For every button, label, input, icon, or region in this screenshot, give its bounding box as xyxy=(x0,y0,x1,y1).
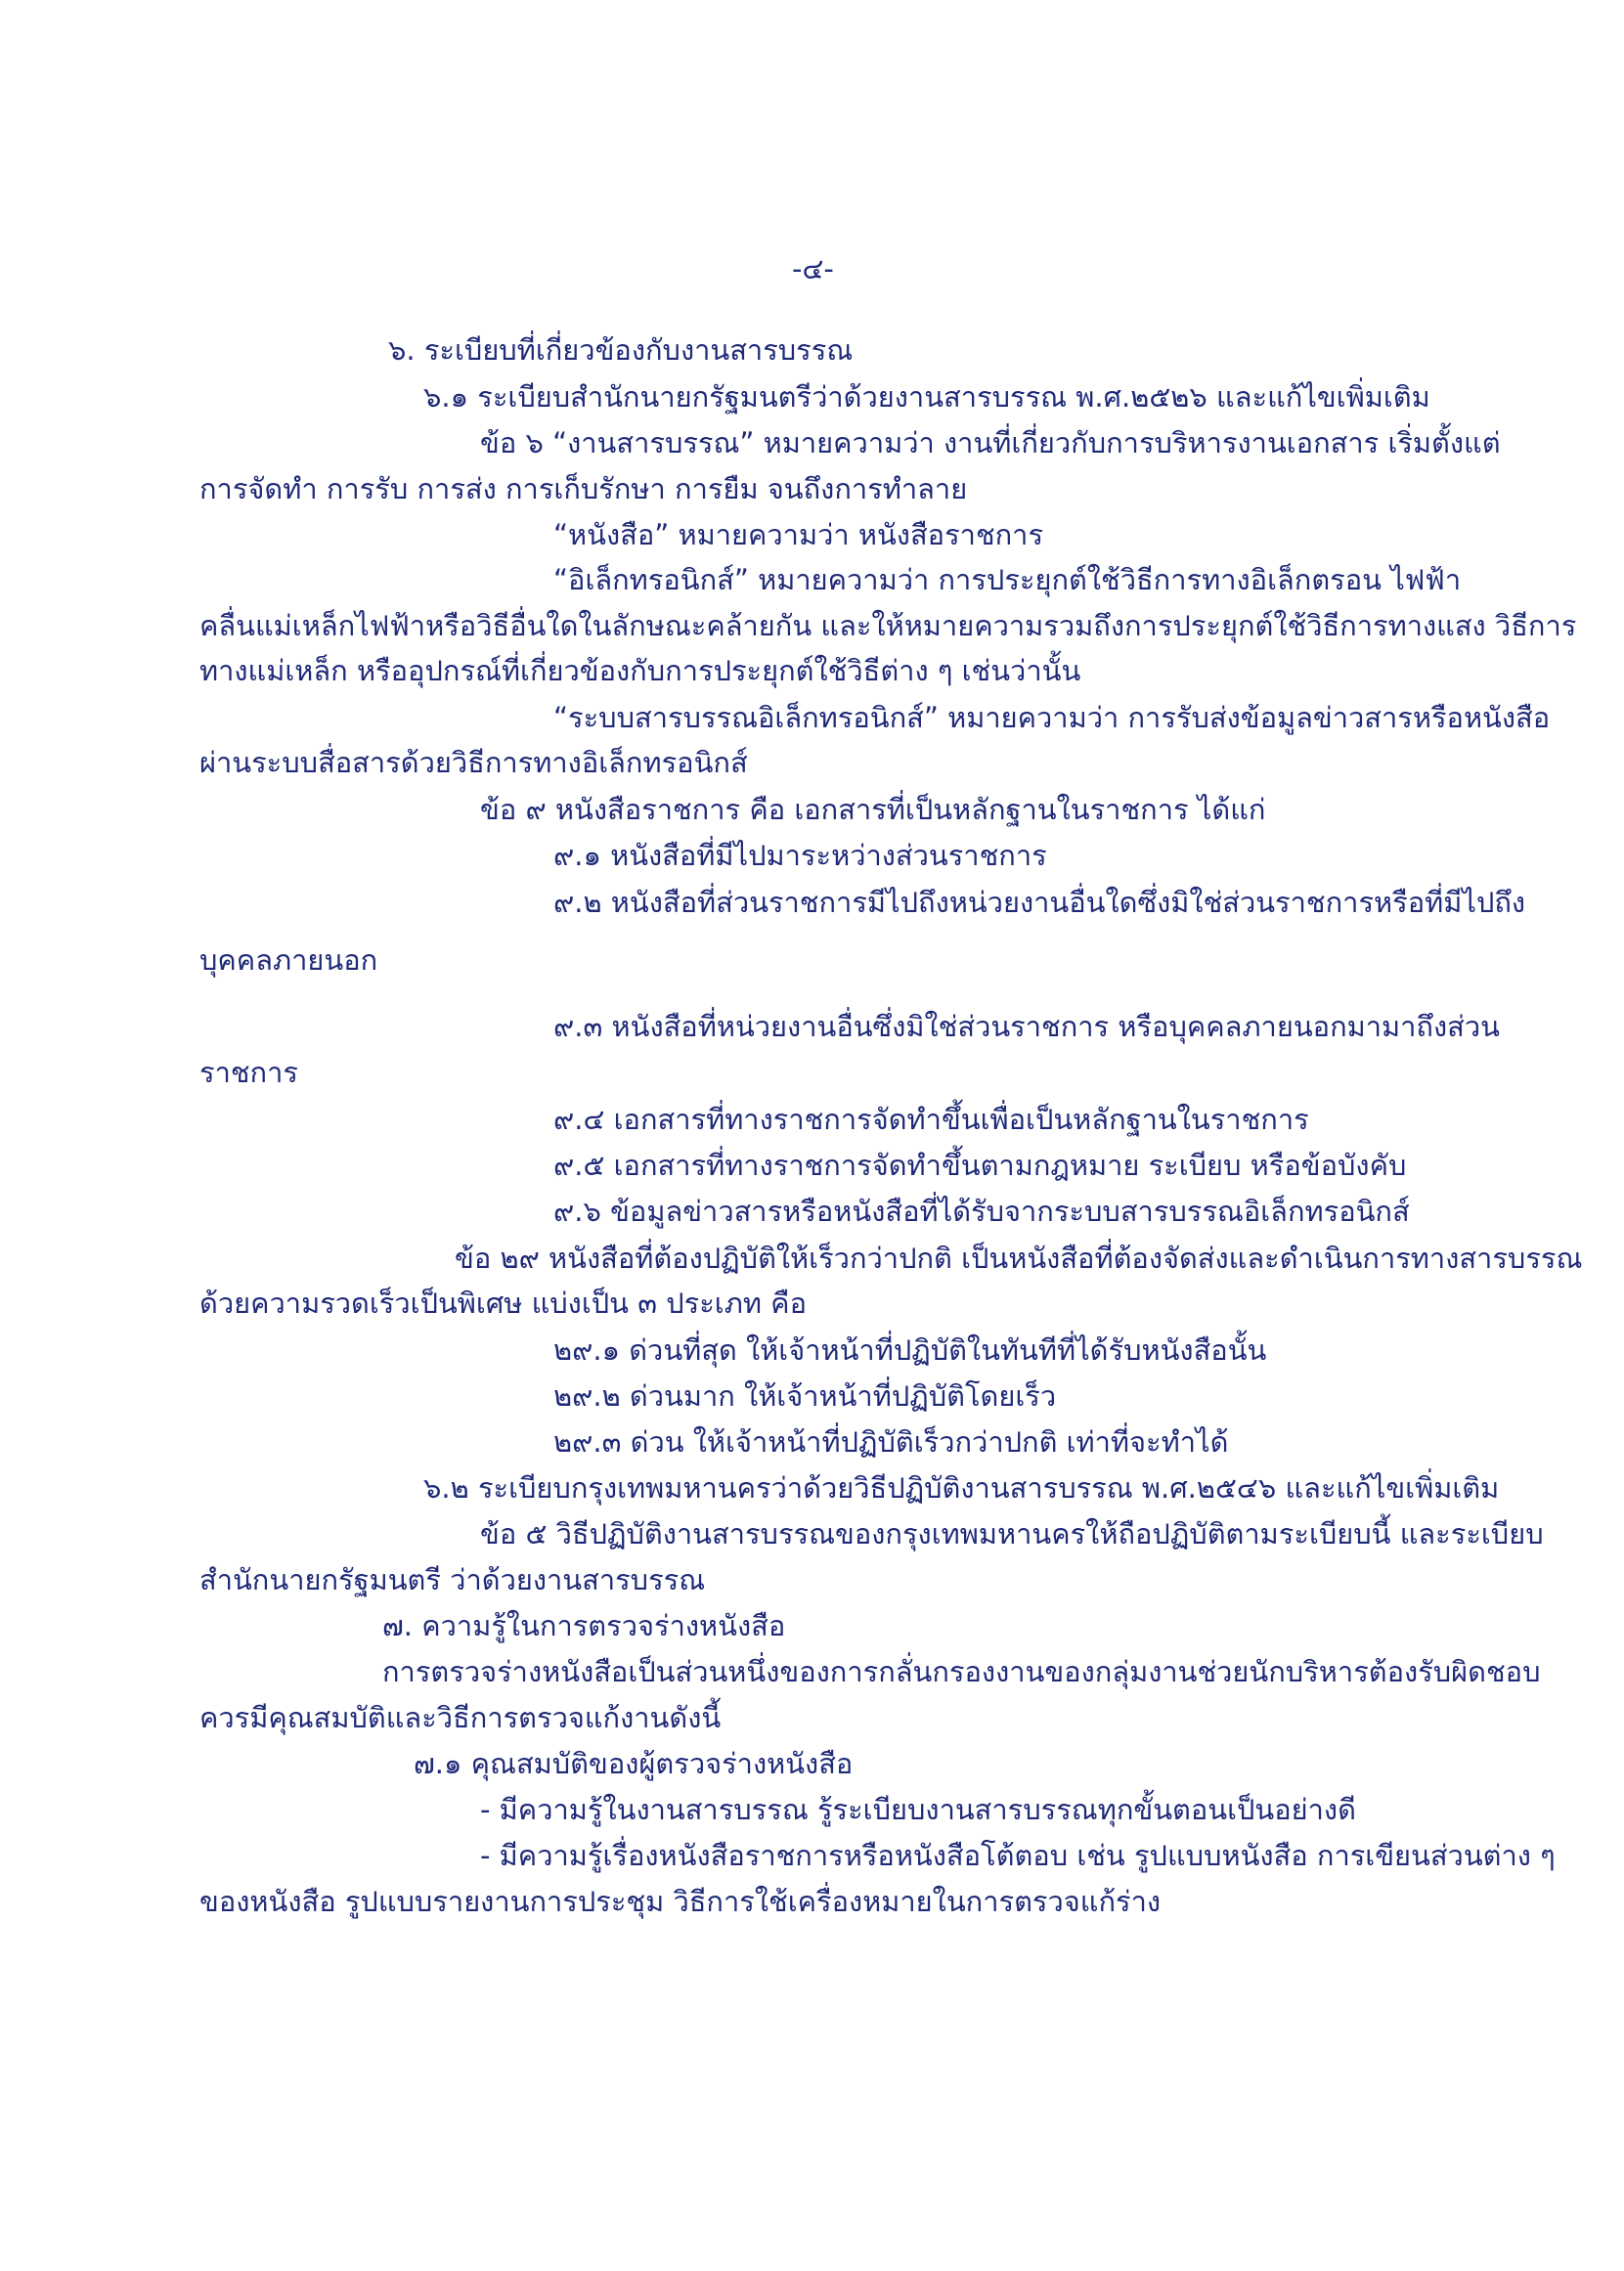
article-6-text: ข้อ ๖ “งานสารบรรณ” หมายความว่า งานที่เกี่ยวกับการบริหารงานเอกสาร เริ่มตั้งแต่ xyxy=(480,426,1501,459)
section-7-heading: ๗. ความรู้ในการตรวจร่างหนังสือ xyxy=(382,1609,786,1642)
section-7-1-heading: ๗.๑ คุณสมบัติของผู้ตรวจร่างหนังสือ xyxy=(414,1747,854,1780)
item-9-3: ๙.๓ หนังสือที่หน่วยงานอื่นซึ่งมิใช่ส่วนราชการ หรือบุคคลภายนอกมามาถึงส่วน xyxy=(553,1010,1500,1043)
item-9-5: ๙.๕ เอกสารที่ทางราชการจัดทำขึ้นตามกฎหมาย ระเบียบ หรือข้อบังคับ xyxy=(553,1149,1407,1182)
qualification-bullet-1: - มีความรู้ในงานสารบรรณ รู้ระเบียบงานสารบรรณทุกขั้นตอนเป็นอย่างดี xyxy=(480,1793,1356,1826)
item-9-1: ๙.๑ หนังสือที่มีไปมาระหว่างส่วนราชการ xyxy=(553,839,1047,872)
article-5-continuation: สำนักนายกรัฐมนตรี ว่าด้วยงานสารบรรณ xyxy=(199,1563,706,1596)
item-29-1: ๒๙.๑ ด่วนที่สุด ให้เจ้าหน้าที่ปฏิบัติในทันทีที่ได้รับหนังสือนั้น xyxy=(553,1333,1267,1367)
definition-electronic-continuation-2: ทางแม่เหล็ก หรืออุปกรณ์ที่เกี่ยวข้องกับการประยุกต์ใช้วิธีต่าง ๆ เช่นว่านั้น xyxy=(199,654,1081,687)
section-7-paragraph-continuation: ควรมีคุณสมบัติและวิธีการตรวจแก้งานดังนี้ xyxy=(199,1701,722,1734)
section-6-heading: ๖. ระเบียบที่เกี่ยวข้องกับงานสารบรรณ xyxy=(388,333,854,367)
article-29-continuation: ด้วยความรวดเร็วเป็นพิเศษ แบ่งเป็น ๓ ประเภท คือ xyxy=(199,1287,807,1320)
definition-electronic: “อิเล็กทรอนิกส์” หมายความว่า การประยุกต์ใช้วิธีการทางอิเล็กตรอน ไฟฟ้า xyxy=(553,563,1462,596)
definition-electronic-continuation: คลื่นแม่เหล็กไฟฟ้าหรือวิธีอื่นใดในลักษณะคล้ายกัน และให้หมายความรวมถึงการประยุกต์ใช้วิธีการทางแสง วิธีการ xyxy=(199,609,1577,642)
section-6-2-heading: ๖.๒ ระเบียบกรุงเทพมหานครว่าด้วยวิธีปฏิบัติงานสารบรรณ พ.ศ.๒๕๔๖ และแก้ไขเพิ่มเติม xyxy=(423,1471,1500,1505)
definition-document: “หนังสือ” หมายความว่า หนังสือราชการ xyxy=(553,518,1044,551)
section-7-paragraph: การตรวจร่างหนังสือเป็นส่วนหนึ่งของการกลั่นกรองงานของกลุ่มงานช่วยนักบริหารต้องรับผิดชอบ xyxy=(382,1655,1541,1688)
item-9-2: ๙.๒ หนังสือที่ส่วนราชการมีไปถึงหน่วยงานอื่นใดซึ่งมิใช่ส่วนราชการหรือที่มีไปถึง xyxy=(553,886,1526,919)
definition-electronic-system: “ระบบสารบรรณอิเล็กทรอนิกส์” หมายความว่า การรับส่งข้อมูลข่าวสารหรือหนังสือ xyxy=(553,701,1551,734)
item-9-6: ๙.๖ ข้อมูลข่าวสารหรือหนังสือที่ได้รับจากระบบสารบรรณอิเล็กทรอนิกส์ xyxy=(553,1195,1410,1228)
item-29-2: ๒๙.๒ ด่วนมาก ให้เจ้าหน้าที่ปฏิบัติโดยเร็ว xyxy=(553,1379,1057,1413)
section-6-1-heading: ๖.๑ ระเบียบสำนักนายกรัฐมนตรีว่าด้วยงานสารบรรณ พ.ศ.๒๕๒๖ และแก้ไขเพิ่มเติม xyxy=(423,380,1430,414)
definition-electronic-system-continuation: ผ่านระบบสื่อสารด้วยวิธีการทางอิเล็กทรอนิกส์ xyxy=(199,746,748,779)
item-9-3-continuation: ราชการ xyxy=(199,1056,298,1089)
item-9-4: ๙.๔ เอกสารที่ทางราชการจัดทำขึ้นเพื่อเป็นหลักฐานในราชการ xyxy=(553,1103,1309,1136)
article-5-text: ข้อ ๕ วิธีปฏิบัติงานสารบรรณของกรุงเทพมหานครให้ถือปฏิบัติตามระเบียบนี้ และระเบียบ xyxy=(480,1517,1544,1550)
qualification-bullet-2-continuation: ของหนังสือ รูปแบบรายงานการประชุม วิธีการใช้เครื่องหมายในการตรวจแก้ร่าง xyxy=(199,1885,1162,1918)
article-9-text: ข้อ ๙ หนังสือราชการ คือ เอกสารที่เป็นหลักฐานในราชการ ได้แก่ xyxy=(480,793,1266,826)
page-number: -๔- xyxy=(792,252,834,285)
item-9-2-continuation: บุคคลภายนอก xyxy=(199,943,378,977)
qualification-bullet-2: - มีความรู้เรื่องหนังสือราชการหรือหนังสือโต้ตอบ เช่น รูปแบบหนังสือ การเขียนส่วนต่าง ๆ xyxy=(480,1839,1556,1872)
article-6-continuation: การจัดทำ การรับ การส่ง การเก็บรักษา การยืม จนถึงการทำลาย xyxy=(199,472,968,505)
article-29-text: ข้อ ๒๙ หนังสือที่ต้องปฏิบัติให้เร็วกว่าปกติ เป็นหนังสือที่ต้องจัดส่งและดำเนินการทางสารบรรณ xyxy=(455,1242,1583,1275)
item-29-3: ๒๙.๓ ด่วน ให้เจ้าหน้าที่ปฏิบัติเร็วกว่าปกติ เท่าที่จะทำได้ xyxy=(553,1425,1229,1459)
